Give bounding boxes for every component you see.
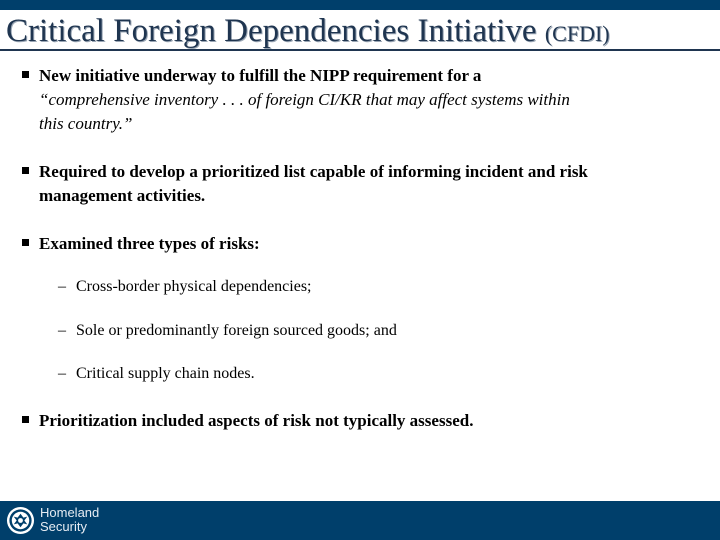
- bullet-text: [39, 64, 702, 136]
- bullet-square-icon: [22, 167, 29, 174]
- footer-bar: [0, 501, 720, 540]
- sub-bullet-text: Sole or predominantly foreign sourced goods; and: [76, 322, 397, 339]
- sub-bullet-2: [58, 320, 658, 342]
- sub-bullet-text: Cross-border physical dependencies;: [76, 278, 312, 295]
- slide-title: [6, 12, 718, 53]
- sub-bullet-text: Critical supply chain nodes.: [76, 365, 255, 382]
- bullet-text: [39, 409, 702, 433]
- bullet-square-icon: [22, 71, 29, 78]
- logo-text-line: Homeland: [40, 505, 100, 520]
- bullet-line: Prioritization included aspects of risk not typically assessed.: [39, 411, 474, 430]
- bullet-quote-line: this country.”: [39, 114, 133, 133]
- bullet-quote-line: “comprehensive inventory . . . of foreign CI/KR that may affect systems within: [39, 90, 570, 109]
- slide-title-abbreviation: (CFDI): [544, 21, 610, 46]
- bullet-text: [39, 160, 702, 208]
- logo-text-line: Security: [40, 519, 87, 534]
- title-underline: [0, 49, 720, 51]
- bullet-line: management activities.: [39, 186, 206, 205]
- bullet-line: Required to develop a prioritized list capable of informing incident and risk: [39, 162, 588, 181]
- dash-marker: –: [58, 365, 66, 382]
- top-banner: [0, 0, 720, 10]
- homeland-security-logo: [40, 506, 99, 534]
- dash-marker: –: [58, 322, 66, 339]
- dhs-seal-icon: [6, 506, 35, 535]
- bullet-text: [39, 232, 702, 256]
- sub-bullet-1: [58, 276, 658, 298]
- bullet-item-3: [22, 232, 702, 256]
- dash-marker: –: [58, 278, 66, 295]
- bullet-item-4: [22, 409, 702, 433]
- bullet-square-icon: [22, 239, 29, 246]
- slide-title-main: Critical Foreign Dependencies Initiative: [6, 13, 537, 49]
- bullet-item-1: [22, 64, 702, 136]
- sub-bullet-3: [58, 363, 658, 385]
- bullet-square-icon: [22, 416, 29, 423]
- bullet-line: New initiative underway to fulfill the NIPP requirement for a: [39, 66, 482, 85]
- bullet-item-2: [22, 160, 702, 208]
- bullet-line: Examined three types of risks:: [39, 234, 260, 253]
